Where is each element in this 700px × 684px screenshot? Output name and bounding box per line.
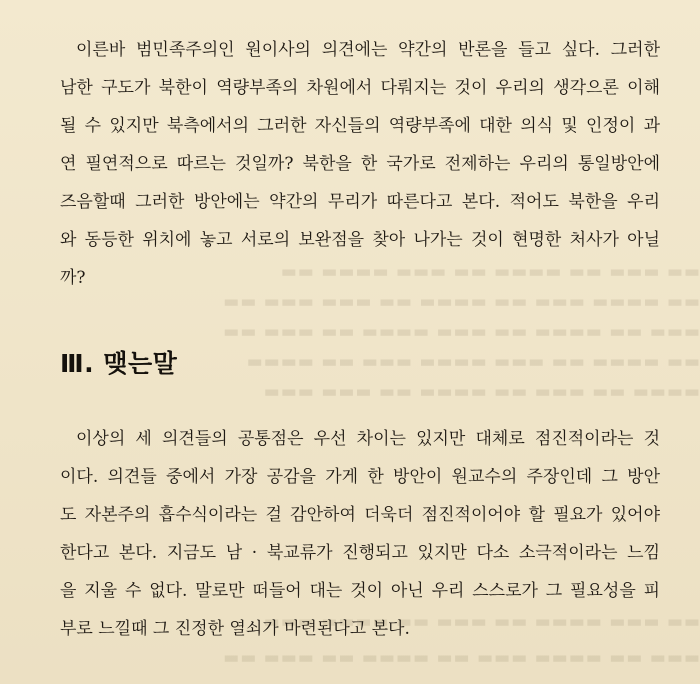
text-line: 남한 구도가 북한이 역량부족의 차원에서 다뤄지는 것이 우리의 생각으론 이해	[60, 78, 660, 98]
text-line: 한다고 본다. 지금도 남 · 북교류가 진행되고 있지만 다소 소극적이라는 느낌	[60, 543, 660, 563]
text-line: 을 지울 수 없다. 말로만 떠들어 대는 것이 아닌 우리 스스로가 그 필요성을 피	[60, 581, 660, 601]
show-through-texture: ▬▬ ▬▬▬ ▬▬▬▬ ▬▬ ▬▬▬ ▬▬ ▬▬▬▬ ▬▬▬	[262, 612, 700, 632]
section-heading: Ⅲ. 맺는말	[60, 349, 178, 378]
show-through-texture: ▬▬ ▬▬▬▬ ▬▬ ▬▬▬ ▬▬▬▬ ▬▬▬ ▬▬ ▬▬▬▬	[245, 352, 700, 372]
show-through-texture: ▬▬▬ ▬▬ ▬▬▬▬ ▬▬ ▬▬▬ ▬▬▬▬ ▬▬ ▬▬▬ ▬▬	[222, 322, 700, 342]
text-line: 이다. 의견들 중에서 가장 공감을 가게 한 방안이 원교수의 주장인데 그 방안	[60, 467, 660, 487]
text-line: 까?	[60, 268, 86, 288]
show-through-texture: ▬▬ ▬▬▬ ▬▬ ▬▬▬▬ ▬▬ ▬▬▬ ▬▬▬▬ ▬▬	[279, 262, 700, 282]
text-line: 즈음할때 그러한 방안에는 약간의 무리가 따른다고 본다. 적어도 북한을 우리	[60, 192, 660, 212]
text-line: 연 필연적으로 따르는 것일까? 북한을 한 국가로 전제하는 우리의 통일방안에	[60, 154, 660, 174]
show-through-texture: ▬▬ ▬▬▬▬ ▬▬▬ ▬▬ ▬▬▬▬ ▬▬ ▬▬▬ ▬▬▬ ▬▬	[222, 292, 700, 312]
text-line: 이상의 세 의견들의 공통점은 우선 차이는 있지만 대체로 점진적이라는 것	[76, 429, 660, 449]
show-through-texture: ▬▬▬▬ ▬▬ ▬▬▬ ▬▬ ▬▬▬▬ ▬▬ ▬▬▬ ▬▬▬	[262, 382, 700, 402]
show-through-texture: ▬▬▬ ▬▬ ▬▬▬▬ ▬▬▬ ▬▬ ▬▬▬▬ ▬▬ ▬▬▬ ▬▬	[222, 648, 700, 668]
text-line: 될 수 있지만 북측에서의 그러한 자신들의 역량부족에 대한 의식 및 인정이 과	[60, 116, 660, 136]
paragraph-upper	[60, 31, 660, 297]
text-line: 도 자본주의 흡수식이라는 걸 감안하여 더욱더 점진적이어야 할 필요가 있어야	[60, 505, 660, 525]
text-line: 부로 느낄때 그 진정한 열쇠가 마련된다고 본다.	[60, 619, 410, 639]
text-line: 이른바 범민족주의인 원이사의 의견에는 약간의 반론을 들고 싶다. 그러한	[76, 40, 660, 60]
text-line: 와 동등한 위치에 놓고 서로의 보완점을 찾아 나가는 것이 현명한 처사가 아닐	[60, 230, 660, 250]
paragraph-conclusion	[60, 420, 660, 648]
